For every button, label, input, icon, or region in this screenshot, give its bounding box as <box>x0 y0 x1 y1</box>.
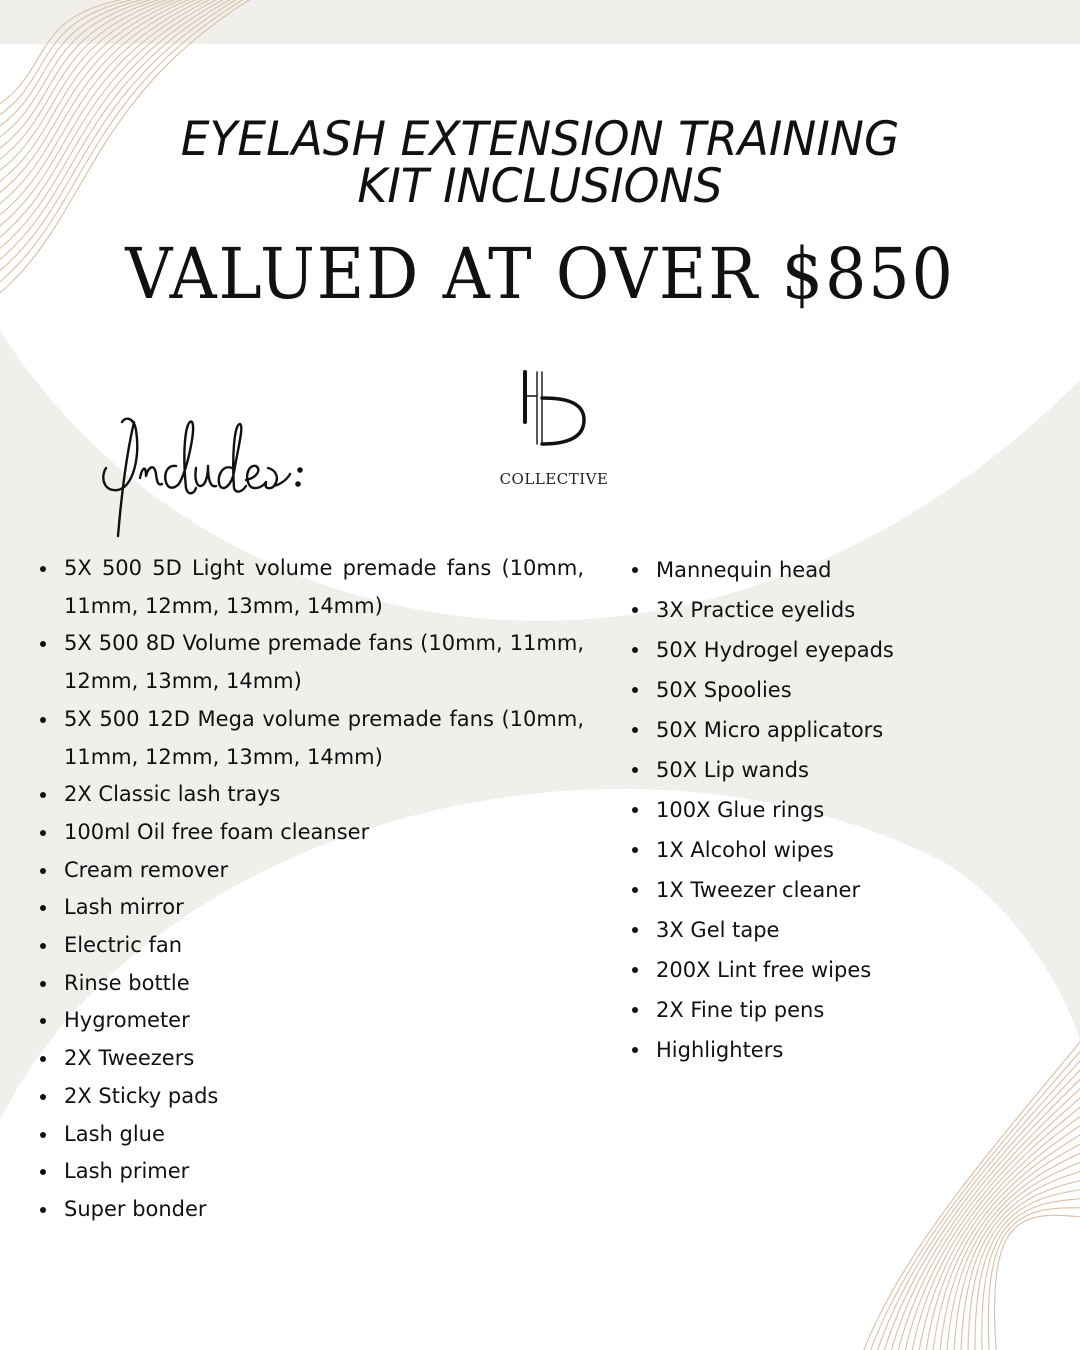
kit-item: 3X Gel tape <box>630 910 1050 950</box>
kit-item: 2X Tweezers <box>38 1040 584 1078</box>
kit-item: 50X Hydrogel eyepads <box>630 630 1050 670</box>
kit-item: Mannequin head <box>630 550 1050 590</box>
kit-item: 2X Fine tip pens <box>630 990 1050 1030</box>
kit-item: 200X Lint free wipes <box>630 950 1050 990</box>
kit-items-right-column <box>630 550 1050 1070</box>
title-line-2: KIT INCLUSIONS <box>357 159 723 214</box>
kit-item: 2X Classic lash trays <box>38 776 584 814</box>
kit-item: 1X Alcohol wipes <box>630 830 1050 870</box>
kit-item: Hygrometer <box>38 1002 584 1040</box>
kit-item: Lash primer <box>38 1153 584 1191</box>
kit-item: 50X Micro applicators <box>630 710 1050 750</box>
brand-name: COLLECTIVE <box>499 470 609 488</box>
kit-item: 5X 500 5D Light volume premade fans (10mm, 11mm, 12mm, 13mm, 14mm) <box>38 550 584 625</box>
kit-item: Electric fan <box>38 927 584 965</box>
kit-item: 3X Practice eyelids <box>630 590 1050 630</box>
page-title <box>16 112 1064 214</box>
includes-script-heading <box>96 408 336 548</box>
kit-item: 1X Tweezer cleaner <box>630 870 1050 910</box>
kit-item: 50X Spoolies <box>630 670 1050 710</box>
kit-item: Lash mirror <box>38 889 584 927</box>
kit-item: Super bonder <box>38 1191 584 1229</box>
title-line-1: EYELASH EXTENSION TRAINING <box>180 112 900 167</box>
kit-item: 5X 500 8D Volume premade fans (10mm, 11mm, 12mm, 13mm, 14mm) <box>38 625 584 700</box>
kit-item: 100X Glue rings <box>630 790 1050 830</box>
kit-item: Lash glue <box>38 1116 584 1154</box>
kit-item: 5X 500 12D Mega volume premade fans (10mm, 11mm, 12mm, 13mm, 14mm) <box>38 701 584 776</box>
kit-item: Cream remover <box>38 852 584 890</box>
kit-item: Highlighters <box>630 1030 1050 1070</box>
kit-item: 2X Sticky pads <box>38 1078 584 1116</box>
kit-item: 50X Lip wands <box>630 750 1050 790</box>
kit-item: 100ml Oil free foam cleanser <box>38 814 584 852</box>
kit-item: Rinse bottle <box>38 965 584 1003</box>
value-statement: VALUED AT OVER $850 <box>125 233 955 315</box>
kit-items-left-column <box>38 550 584 1229</box>
